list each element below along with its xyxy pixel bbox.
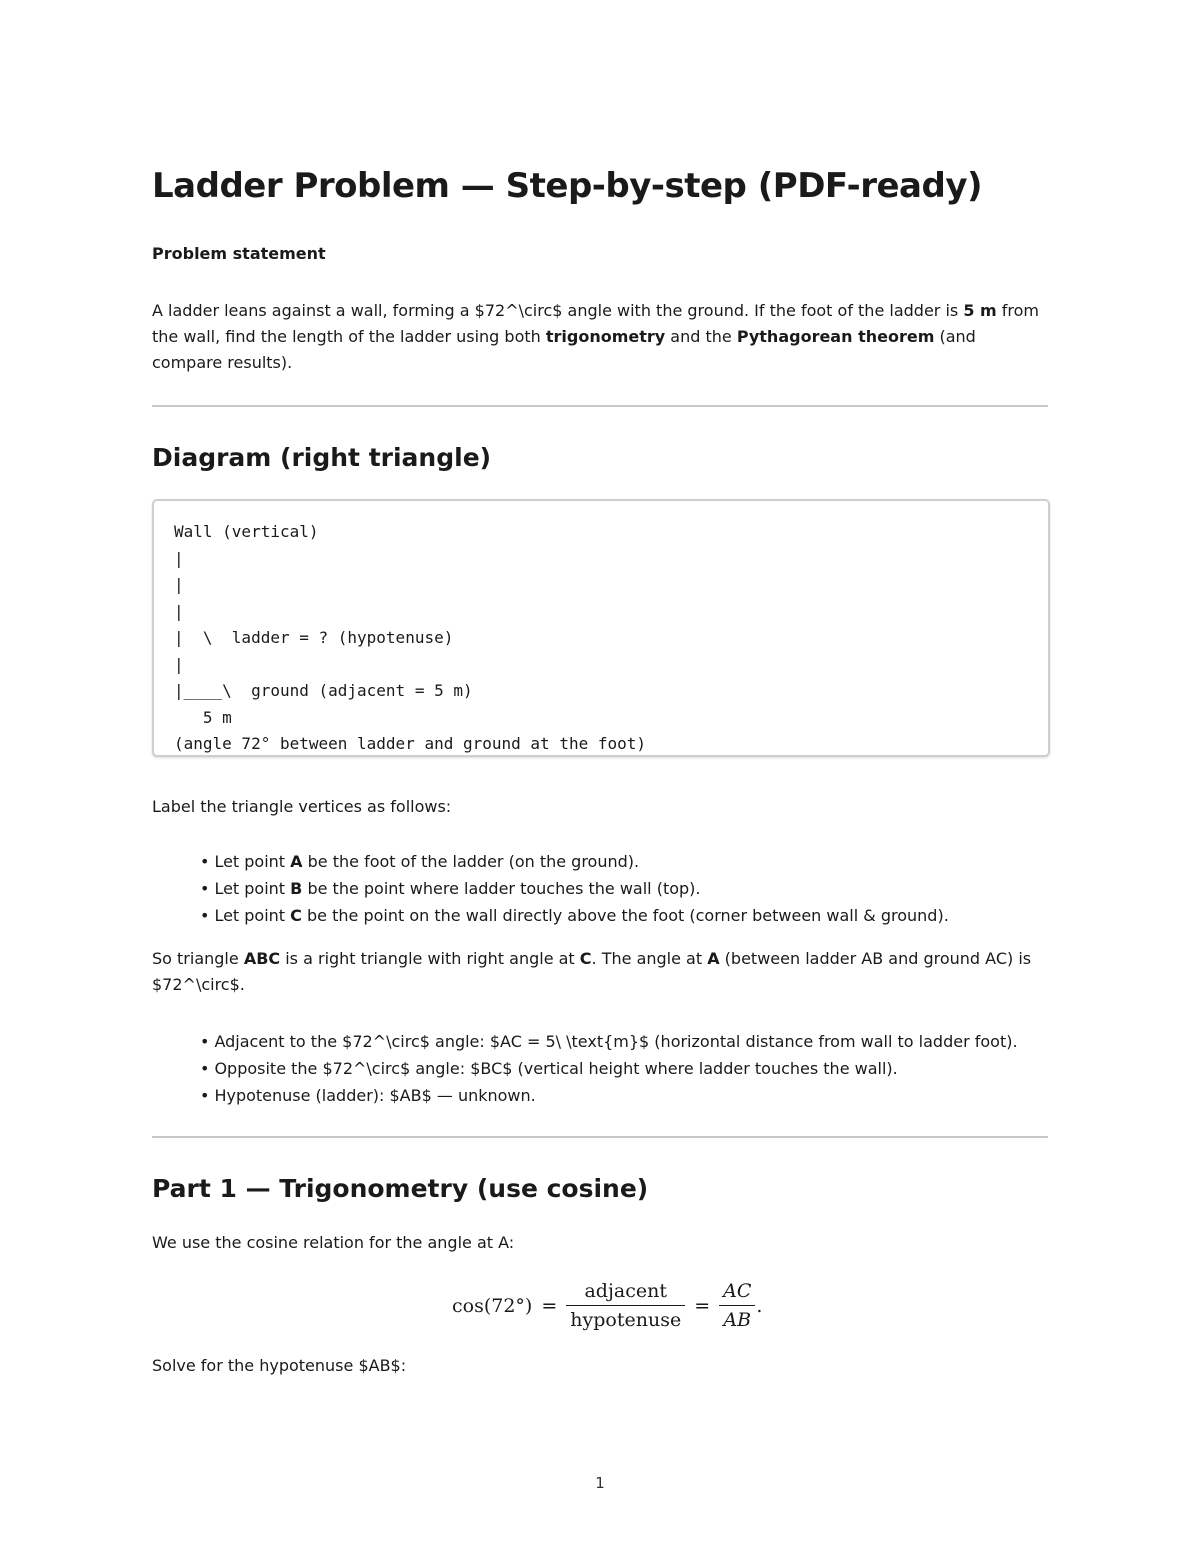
page-title: Ladder Problem — Step-by-step (PDF-ready): [152, 166, 983, 206]
formula-equals: =: [694, 1294, 711, 1317]
list-item: • Hypotenuse (ladder): $AB$ — unknown.: [200, 1082, 1018, 1109]
fraction-denominator: hypotenuse: [566, 1305, 685, 1331]
formula-equals: =: [541, 1294, 558, 1317]
fraction-numerator: adjacent: [584, 1280, 667, 1302]
problem-heading: Problem statement: [152, 244, 326, 263]
fraction-ac-ab: [719, 1280, 755, 1331]
triangle-description: So triangle ABC is a right triangle with right angle at C. The angle at A (between ladder AB and ground AC) is $72^\circ$.: [152, 949, 1032, 994]
part1-heading: Part 1 — Trigonometry (use cosine): [152, 1174, 649, 1203]
fraction-denominator: AB: [719, 1305, 755, 1331]
solve-line: Solve for the hypotenuse $AB$:: [152, 1356, 407, 1375]
list-item: • Opposite the $72^\circ$ angle: $BC$ (vertical height where ladder touches the wall).: [200, 1055, 1018, 1082]
cosine-formula: [452, 1280, 762, 1331]
sides-list: [200, 1028, 1018, 1109]
page-number: 1: [595, 1474, 605, 1492]
problem-statement: A ladder leans against a wall, forming a $72^\circ$ angle with the ground. If the foot of the ladder is 5 m from the wall, find the length of the ladder using both trigonometry and the Pythagorean theorem (and compare results).: [152, 301, 1040, 372]
list-item: • Let point C be the point on the wall directly above the foot (corner between wall & ground).: [200, 902, 949, 929]
part1-intro: We use the cosine relation for the angle at A:: [152, 1233, 515, 1252]
diagram-heading: Diagram (right triangle): [152, 443, 492, 472]
list-item: • Let point A be the foot of the ladder (on the ground).: [200, 848, 949, 875]
ascii-diagram: Wall (vertical) | | | | \ ladder = ? (hypotenuse) | |____\ ground (adjacent = 5 m) 5 m (angle 72° between ladder and ground at the foot): [174, 522, 647, 753]
fraction-numerator: AC: [723, 1280, 752, 1302]
formula-period: .: [756, 1294, 763, 1317]
list-item: • Let point B be the point where ladder touches the wall (top).: [200, 875, 949, 902]
formula-lhs: cos(72°): [452, 1294, 533, 1317]
vertex-list: [200, 848, 949, 929]
list-item: • Adjacent to the $72^\circ$ angle: $AC = 5\ \text{m}$ (horizontal distance from wall to ladder foot).: [200, 1028, 1018, 1055]
divider: [152, 1136, 1048, 1138]
ascii-diagram-box: [152, 499, 1050, 757]
fraction-adjacent-hypotenuse: [566, 1280, 685, 1331]
divider: [152, 405, 1048, 407]
label-intro: Label the triangle vertices as follows:: [152, 797, 452, 816]
